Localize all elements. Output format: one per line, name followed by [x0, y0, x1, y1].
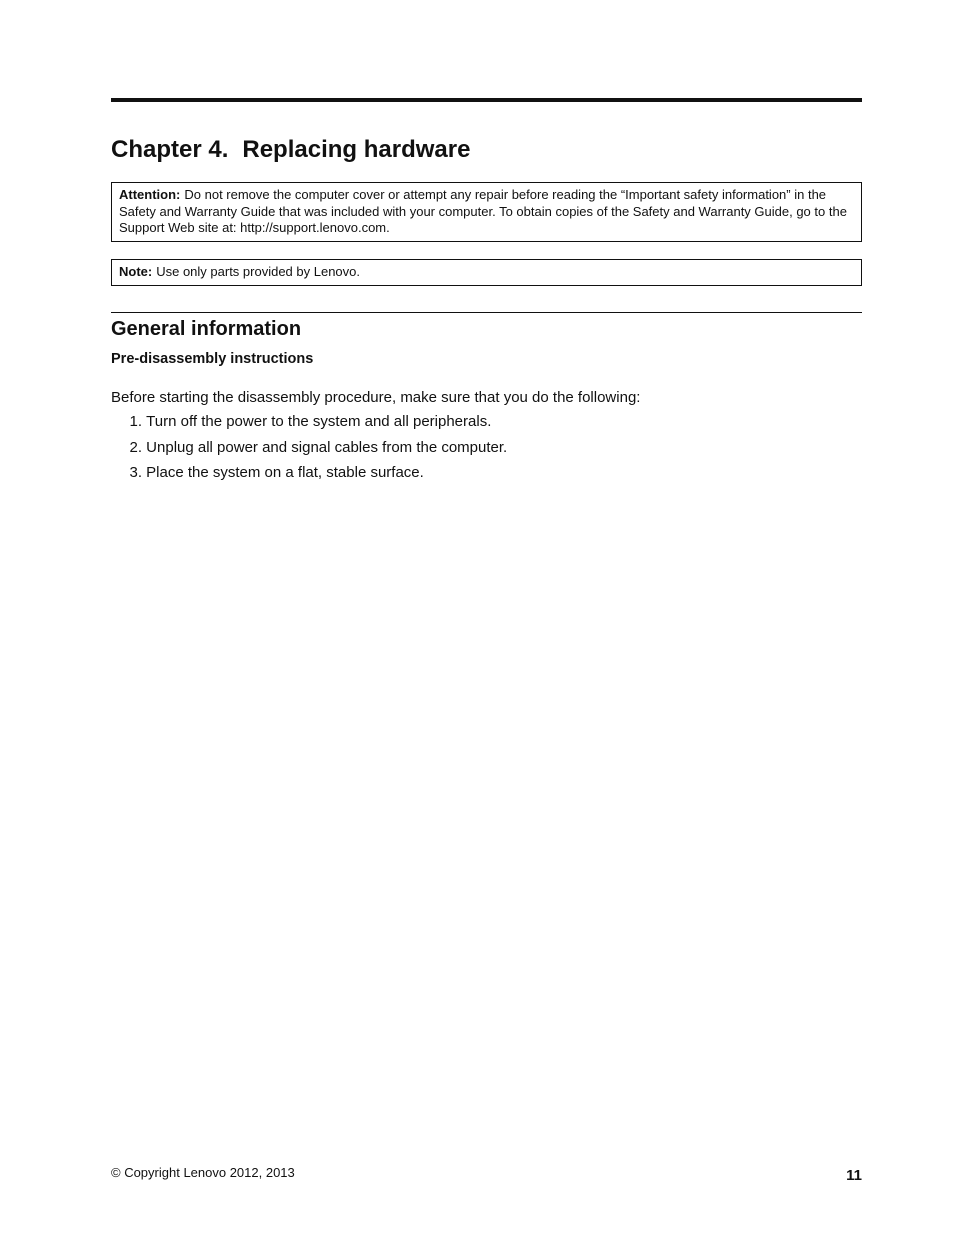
list-item	[111, 412, 507, 438]
attention-label: Attention:	[119, 187, 181, 202]
list-item	[111, 438, 507, 464]
chapter-top-rule	[111, 98, 862, 102]
step-text: Place the system on a flat, stable surface.	[146, 464, 424, 481]
attention-box	[111, 182, 862, 242]
note-box	[111, 259, 862, 286]
note-label: Note:	[119, 264, 153, 279]
step-text: Unplug all power and signal cables from the computer.	[146, 438, 508, 456]
subsection-title: Pre-disassembly instructions	[111, 351, 314, 367]
steps-list	[111, 412, 507, 489]
page-number: 11	[846, 1167, 862, 1184]
section-title: General information	[111, 318, 302, 340]
footer-copyright: © Copyright Lenovo 2012, 2013	[111, 1165, 295, 1180]
step-number: 3.	[129, 464, 142, 481]
step-number: 2.	[129, 438, 142, 456]
chapter-title	[111, 135, 470, 165]
list-item	[111, 463, 507, 489]
document-page	[111, 0, 862, 1235]
chapter-name: Replacing hardware	[242, 136, 471, 163]
step-text: Turn off the power to the system and all peripherals.	[146, 413, 492, 430]
section-rule	[111, 312, 862, 313]
chapter-number: Chapter 4.	[111, 136, 229, 163]
attention-text: Do not remove the computer cover or attempt any repair before reading the “Important safety information” in the Safety and Warranty Guide that was included with your computer. To obtain copies of the Safety and Warranty Guide, go to the Support Web site at: http://support.lenovo.com.	[119, 187, 847, 235]
note-text: Use only parts provided by Lenovo.	[156, 264, 361, 279]
intro-paragraph: Before starting the disassembly procedure, make sure that you do the following:	[111, 389, 641, 406]
step-number: 1.	[129, 413, 142, 430]
